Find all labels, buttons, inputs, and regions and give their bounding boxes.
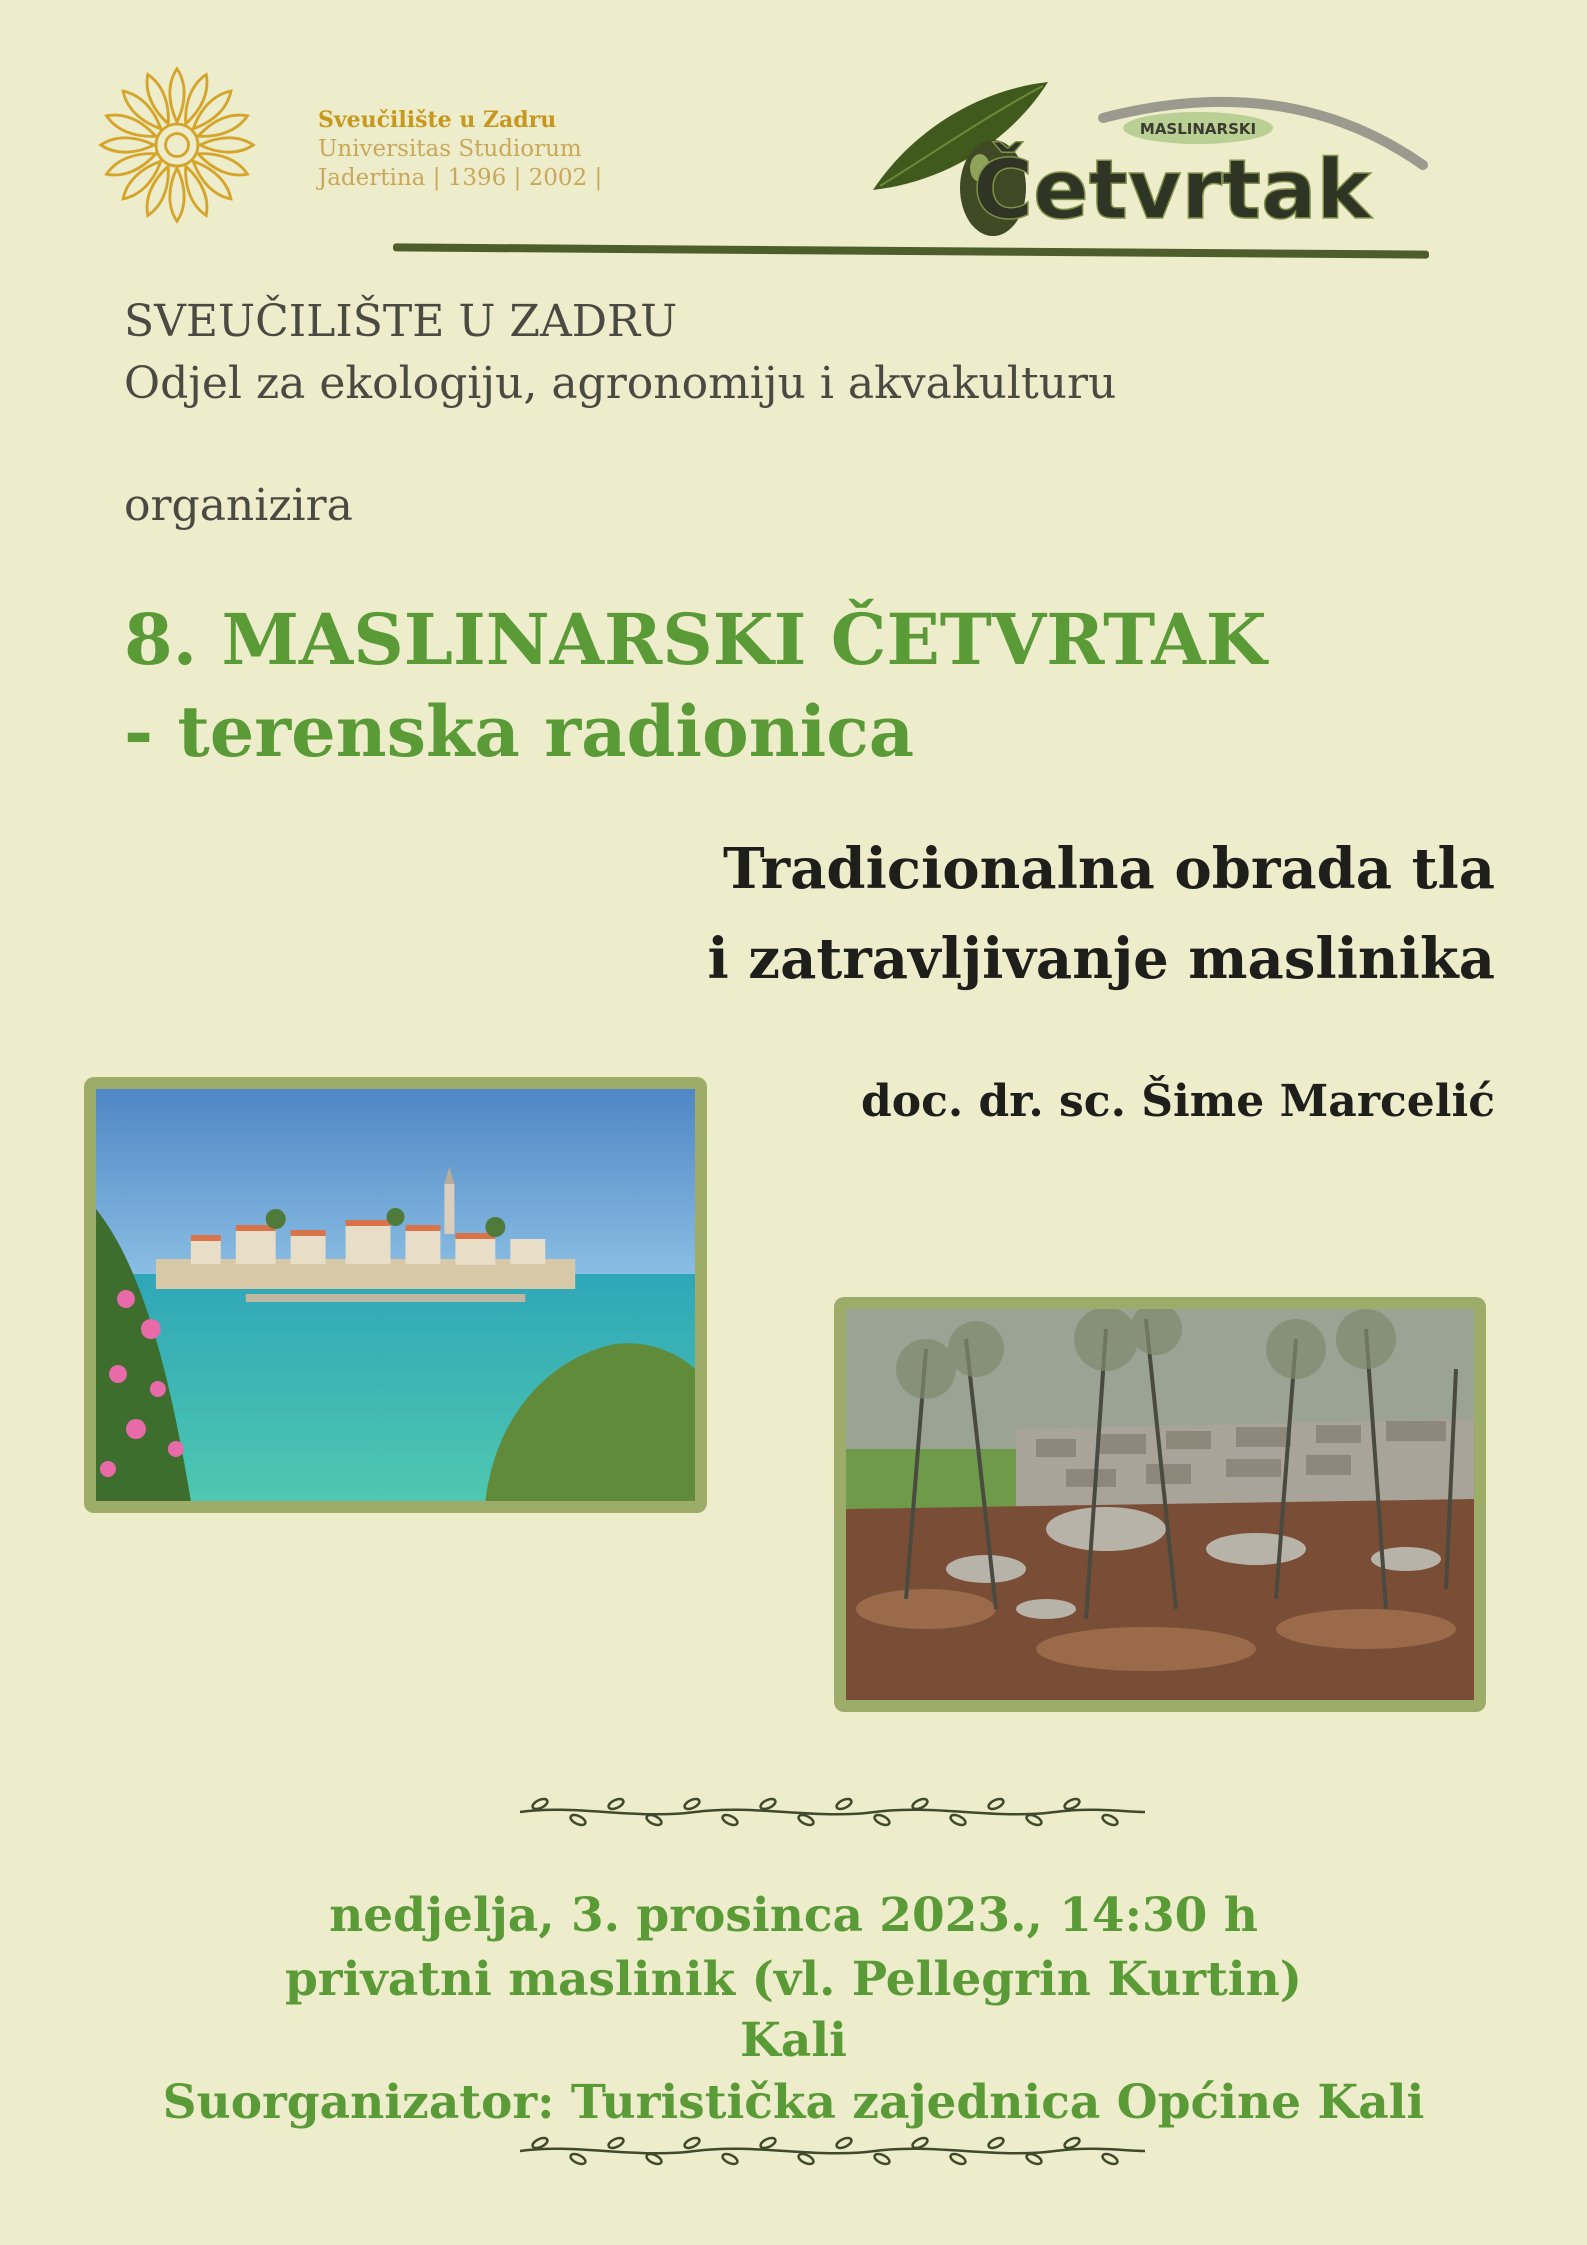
vine-divider-top-icon — [515, 1792, 1149, 1832]
university-logo-line3: Jadertina | 1396 | 2002 | — [318, 165, 603, 191]
event-coorganizer: Suorganizator: Turistička zajednica Općine Kali — [162, 2075, 1425, 2130]
topic-line1: Tradicionalna obrada tla — [723, 836, 1495, 902]
topic-line2: i zatravljivanje maslinika — [707, 926, 1495, 992]
olive-grove-photo — [834, 1297, 1486, 1712]
logo-wordmark: Četvrtak — [973, 143, 1371, 238]
university-logo-text — [318, 106, 602, 193]
event-town: Kali — [739, 2013, 847, 2068]
coast-photo-image — [96, 1089, 695, 1501]
organizer-name: SVEUČILIŠTE U ZADRU — [124, 296, 678, 347]
olive-grove-photo-image — [846, 1309, 1474, 1700]
university-logo-line2: Universitas Studiorum — [318, 136, 582, 162]
lecturer-name: doc. dr. sc. Šime Marcelić — [860, 1076, 1495, 1127]
event-place: privatni maslinik (vl. Pellegrin Kurtin) — [284, 1952, 1303, 2007]
event-date-time: nedjelja, 3. prosinca 2023., 14:30 h — [329, 1888, 1258, 1943]
logo-badge-text: MASLINARSKI — [1139, 120, 1257, 138]
event-title-line1: 8. MASLINARSKI ČETVRTAK — [124, 598, 1267, 681]
vine-divider-bottom-icon — [515, 2131, 1149, 2171]
university-sun-logo-icon — [96, 60, 258, 230]
coast-photo — [84, 1077, 707, 1513]
university-logo-line1: Sveučilište u Zadru — [318, 107, 557, 133]
maslinarski-cetvrtak-logo — [868, 70, 1438, 270]
organizer-department: Odjel za ekologiju, agronomiju i akvakulturu — [124, 358, 1117, 409]
organizer-verb: organizira — [124, 480, 353, 531]
event-title-line2: - terenska radionica — [124, 690, 915, 773]
